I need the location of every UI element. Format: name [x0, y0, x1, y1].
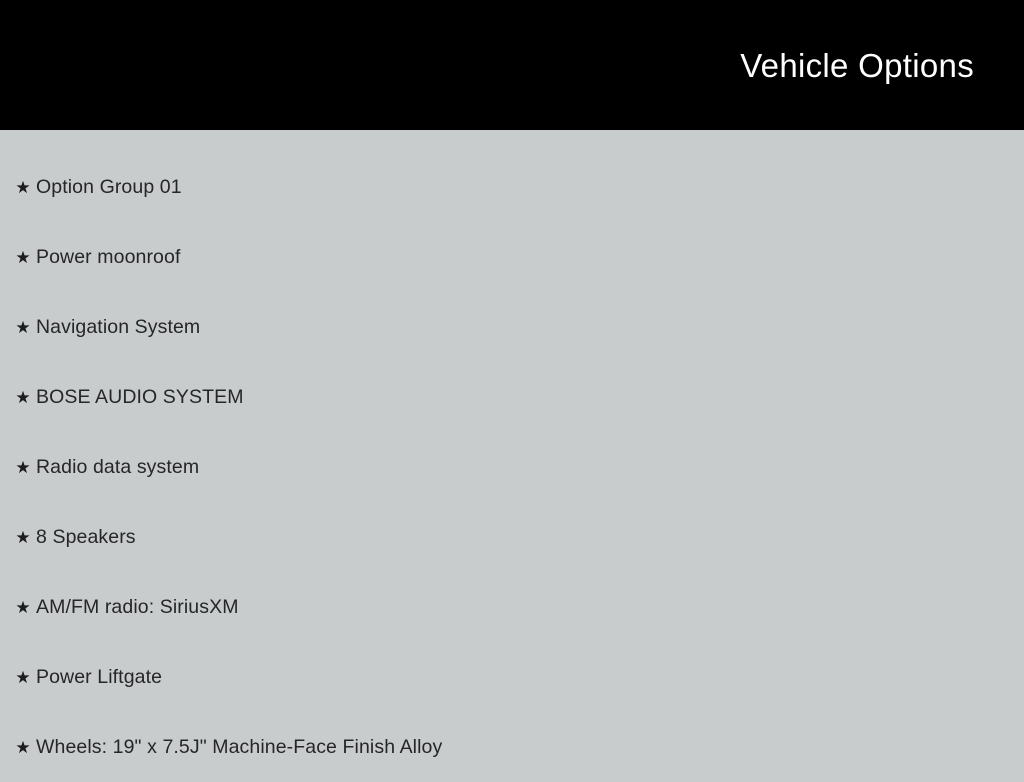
list-item — [0, 362, 1024, 432]
option-label: Option Group 01 — [36, 175, 182, 198]
list-item — [0, 432, 1024, 502]
option-label: Power moonroof — [36, 245, 181, 268]
star-bullet-icon: ★ — [15, 737, 31, 757]
option-label: Navigation System — [36, 315, 201, 338]
option-label: BOSE AUDIO SYSTEM — [36, 385, 244, 408]
option-label: Power Liftgate — [36, 665, 163, 688]
list-item — [0, 642, 1024, 712]
star-bullet-icon: ★ — [15, 247, 31, 267]
option-label: Radio data system — [36, 455, 200, 478]
list-item — [0, 292, 1024, 362]
star-bullet-icon: ★ — [15, 527, 31, 547]
star-bullet-icon: ★ — [15, 457, 31, 477]
star-bullet-icon: ★ — [15, 667, 31, 687]
option-label: 8 Speakers — [36, 525, 136, 548]
star-bullet-icon: ★ — [15, 597, 31, 617]
list-item — [0, 712, 1024, 782]
list-item — [0, 222, 1024, 292]
page-title: Vehicle Options — [740, 46, 974, 84]
list-item — [0, 152, 1024, 222]
list-item — [0, 572, 1024, 642]
star-bullet-icon: ★ — [15, 317, 31, 337]
star-bullet-icon: ★ — [15, 387, 31, 407]
star-bullet-icon: ★ — [15, 177, 31, 197]
list-item — [0, 502, 1024, 572]
options-list — [0, 130, 1024, 782]
slide-header — [0, 0, 1024, 130]
option-label: Wheels: 19" x 7.5J" Machine-Face Finish Alloy — [36, 735, 443, 758]
option-label: AM/FM radio: SiriusXM — [36, 595, 239, 618]
